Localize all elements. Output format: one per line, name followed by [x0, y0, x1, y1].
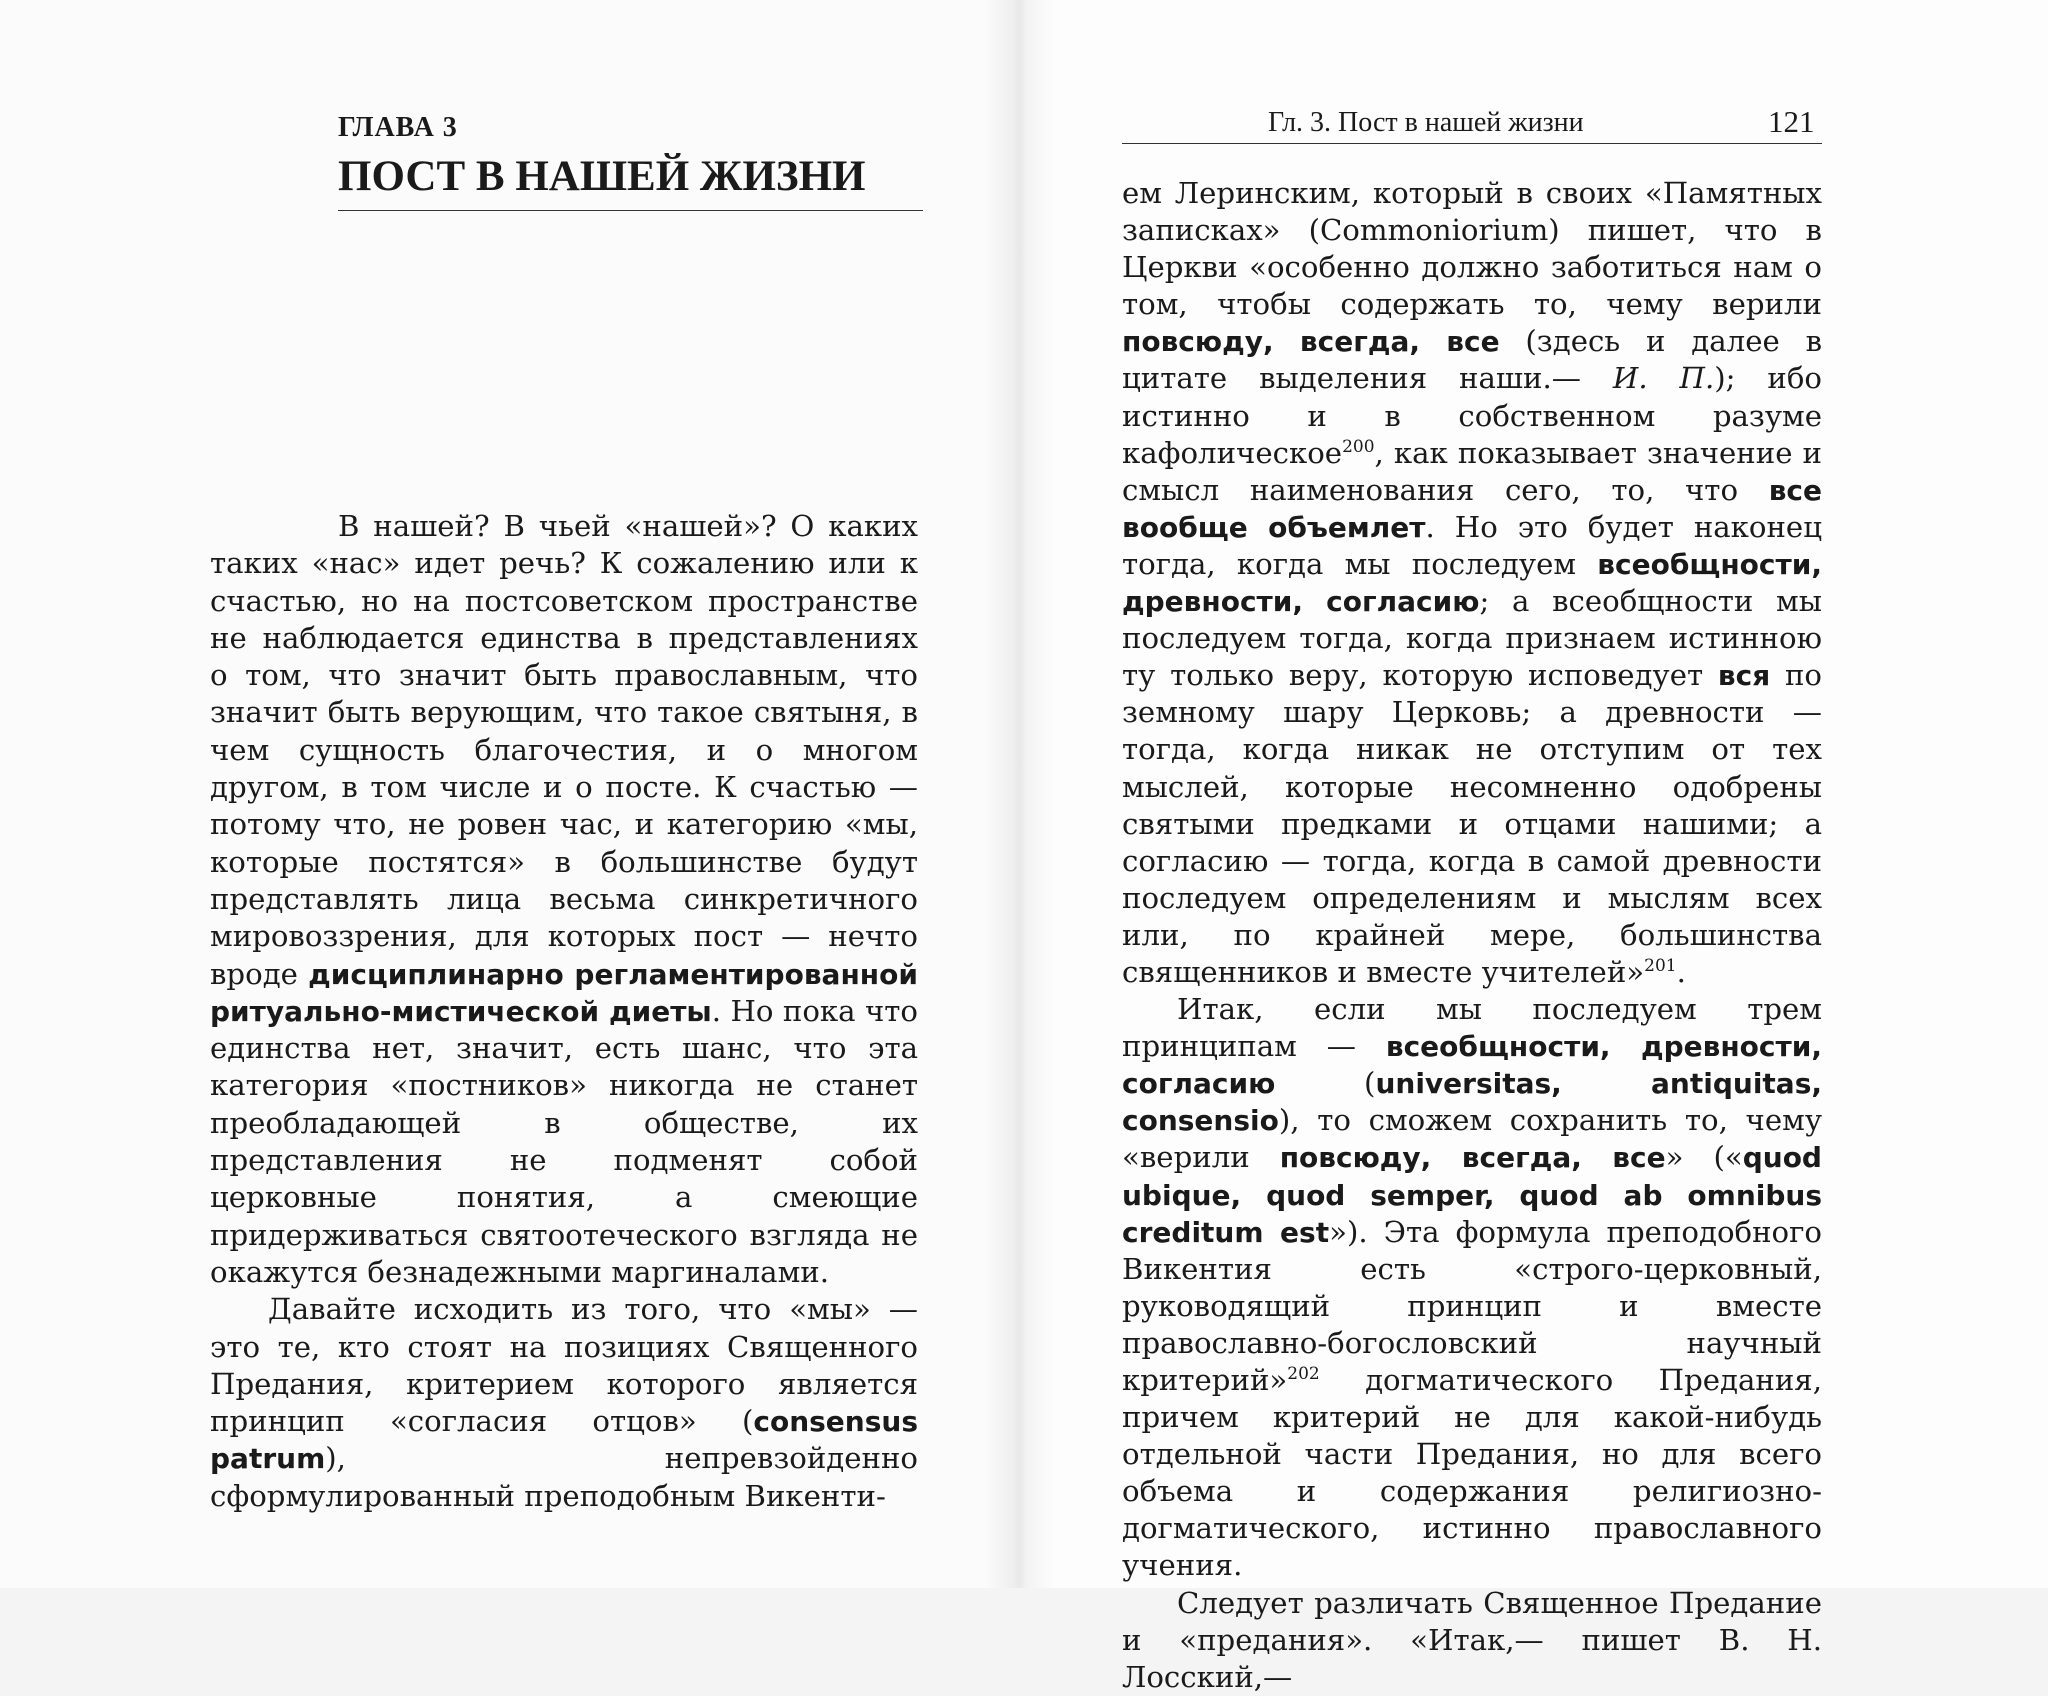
text-run: .	[1676, 954, 1686, 989]
bold-emphasis: дисциплинарно регламентированной ритуально-мистической диеты	[210, 957, 918, 1028]
text-run: , как показывает значение и смысл наименования сего, то, что	[1122, 435, 1822, 507]
bold-emphasis: consensus patrum	[210, 1405, 918, 1476]
text-run: ); ибо истинно и в собственном разуме кафолическое	[1122, 361, 1822, 470]
chapter-title: ПОСТ В НАШЕЙ ЖИЗНИ	[338, 153, 866, 200]
bold-emphasis: повсюду, всегда, все	[1279, 1141, 1666, 1175]
text-run: ; а всеобщности мы последуем тогда, когда признаем истинною ту только веру, которую исповедует	[1122, 584, 1822, 693]
bold-emphasis: universitas, antiquitas, consensio	[1122, 1067, 1822, 1138]
text-run: » («	[1665, 1140, 1743, 1175]
chapter-label: ГЛАВА 3	[338, 112, 458, 143]
right_page-paragraph	[1122, 175, 1822, 991]
bold-emphasis: всеобщности, древности, согласию	[1122, 547, 1822, 619]
text-run: В нашей? В чьей «нашей»? О каких таких «нас» идет речь? К сожалению или к счастью, но на постсоветском пространстве не наблюдается единства в представлениях о том, что значит быть православным, что значит быть верующим, что такое святыня, в чем сущность благочестия, и о многом другом, в том числе и о посте. К счастью — потому что, не ровен час, и категорию «мы, которые постятся» в большинстве будут представлять лица весьма синкретичного мировоззрения, для которых пост — нечто вроде	[210, 509, 918, 991]
bold-emphasis: повсюду, всегда, все	[1122, 325, 1500, 359]
bold-emphasis: всеобщности, древности, согласию	[1122, 1030, 1822, 1101]
text-run: »). Эта формула преподобного Викентия есть «строго-церковный, руководящий принцип и вместе православно-богословский научный критерий»	[1122, 1214, 1822, 1397]
title-rule	[338, 210, 923, 211]
bold-emphasis: вся	[1717, 659, 1771, 693]
bold-emphasis: quod ubique, quod semper, quod ab omnibus creditum est	[1122, 1141, 1822, 1249]
book-gutter	[985, 0, 1055, 1588]
running-head: Гл. 3. Пост в нашей жизни	[1268, 107, 1584, 138]
footnote-ref: 202	[1287, 1363, 1320, 1384]
footnote-ref: 201	[1644, 955, 1677, 976]
right-body-text	[1122, 175, 1822, 1696]
right_page-paragraph	[1122, 1585, 1822, 1696]
text-run: ем Леринским, который в своих «Памятных записках» (Commoniorium) пишет, что в Церкви «особенно должно заботиться нам о том, чтобы содержать то, чему верили	[1122, 176, 1822, 322]
text-run: . Но пока что единства нет, значит, есть шанс, что эта категория «постников» никогда не станет преобладающей в обществе, их представления не подменят собой церковные понятия, а смеющие придерживаться святоотеческого взгляда не окажутся безнадежными маргиналами.	[210, 993, 919, 1289]
left-body-text	[210, 508, 918, 1515]
italic-emphasis: И. П.	[1612, 361, 1715, 396]
left_page-paragraph	[210, 1291, 918, 1515]
page-number: 121	[1768, 104, 1815, 139]
right_page-paragraph	[1122, 991, 1822, 1585]
text-run: (здесь и далее в цитате выделения наши.—	[1122, 324, 1822, 396]
text-run: . Но это будет наконец тогда, когда мы последуем	[1122, 509, 1822, 581]
text-run: Итак, если мы последуем трем принципам —	[1122, 992, 1822, 1064]
left-page	[0, 0, 1020, 1588]
text-run: ), непревзойденно сформулированный преподобным Викенти-	[210, 1441, 918, 1513]
text-run: по земному шару Церковь; а древности — тогда, когда никак не отступим от тех мыслей, которые несомненно одобрены святыми предками и отцами нашими; а согласию — тогда, когда в самой древности последуем определениям и мыслям всех или, по крайней мере, большинства священников и вместе учителей»	[1122, 658, 1822, 989]
text-run: (	[1275, 1066, 1376, 1101]
text-run: ), то сможем сохранить то, чему «верили	[1122, 1103, 1822, 1175]
text-run: догматического Предания, причем критерий не для какой-нибудь отдельной части Предания, но для всего объема и содержания религиозно-догматического, истинно православного учения.	[1122, 1363, 1822, 1583]
text-run: Следует различать Священное Предание и «предания». «Итак,— пишет В. Н. Лосский,—	[1122, 1585, 1822, 1694]
bold-emphasis: все вообще объемлет	[1122, 473, 1822, 544]
text-run: Давайте исходить из того, что «мы» — это те, кто стоят на позициях Священного Предания, критерием которого является принцип «согласия отцов» (	[210, 1292, 918, 1439]
footnote-ref: 200	[1342, 436, 1375, 457]
left_page-paragraph	[210, 508, 918, 1291]
running-head-rule	[1122, 143, 1822, 144]
